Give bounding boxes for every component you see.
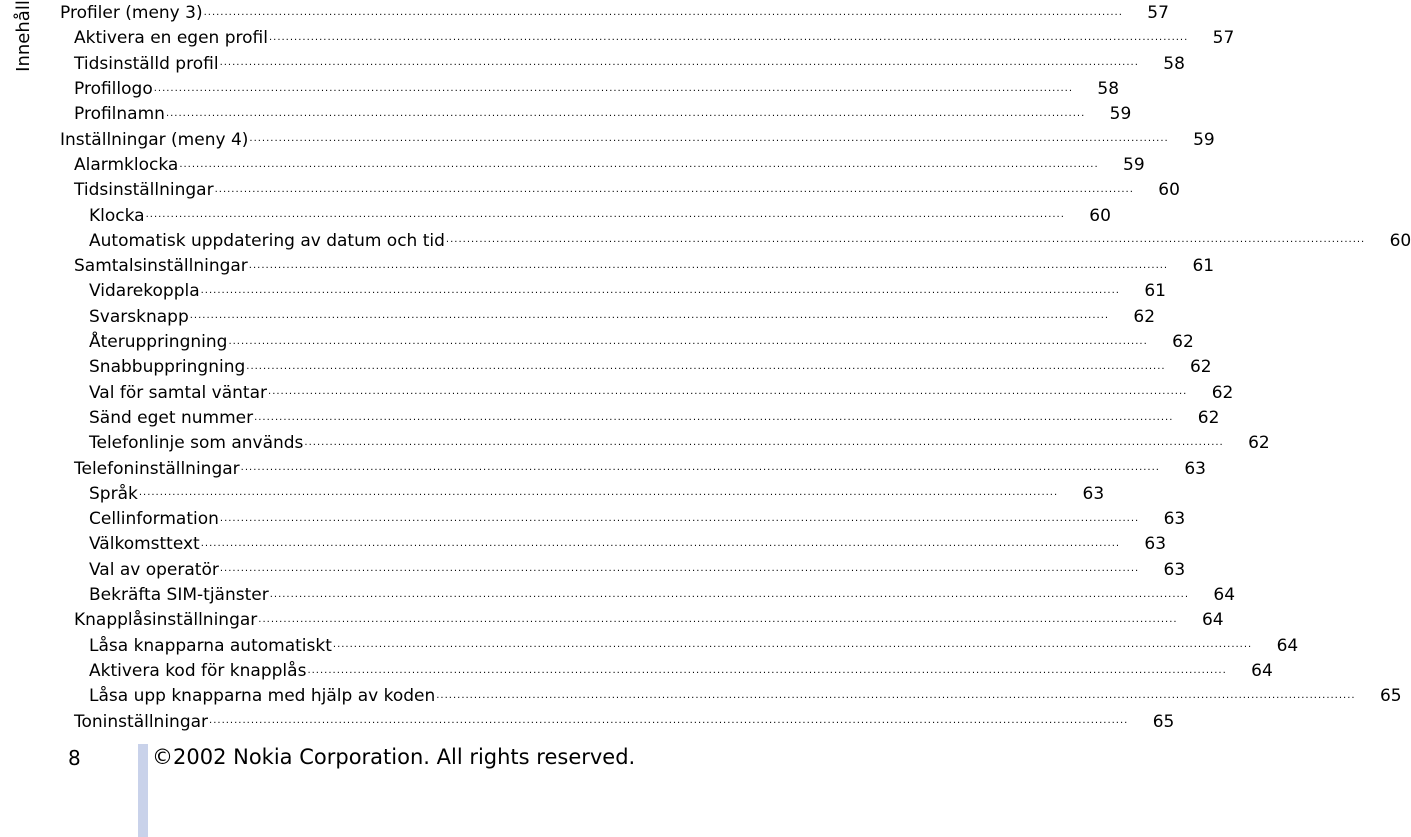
toc-entry-title: Låsa upp knapparna med hjälp av koden [89,686,436,707]
toc-entry[interactable] [60,304,1156,329]
toc-dot-leader: ............................................................................................................................................................................................................................ [268,32,1189,44]
toc-entry-title: Vidarekoppla [89,281,200,302]
toc-entry-page-number: 63 [1144,534,1167,555]
toc-entry-title: Cellinformation [89,509,219,530]
toc-dot-leader: ............................................................................................................................................................................................................................ [138,487,1059,499]
toc-entry[interactable] [60,557,1186,582]
toc-entry-page-number: 65 [1152,711,1175,732]
toc-dot-leader: ............................................................................................................................................................................................................................ [254,411,1174,423]
toc-entry-title: Val av operatör [89,559,219,580]
toc-entry-title: Snabbuppringning [89,357,246,378]
toc-entry-page-number: 63 [1163,559,1186,580]
toc-entry-page-number: 62 [1172,332,1194,353]
toc-entry[interactable] [60,658,1273,683]
toc-entry[interactable] [60,709,1175,734]
toc-dot-leader: ............................................................................................................................................................................................................................ [258,613,1178,625]
toc-entry-page-number: 64 [1251,660,1273,681]
toc-entry[interactable] [60,405,1220,430]
toc-entry-page-number: 58 [1097,79,1120,100]
toc-entry-title: Sänd eget nummer [89,407,254,428]
toc-entry[interactable] [60,51,1185,76]
footer-accent-bar [138,744,148,837]
toc-entry-page-number: 61 [1192,256,1215,277]
toc-entry[interactable] [60,507,1186,532]
toc-entry[interactable] [60,152,1145,177]
toc-dot-leader: ............................................................................................................................................................................................................................ [145,209,1065,221]
toc-entry-page-number: 64 [1201,610,1224,631]
toc-entry-title: Tidsinställningar [74,180,214,201]
toc-dot-leader: ............................................................................................................................................................................................................................ [203,6,1123,18]
toc-entry-page-number: 62 [1211,382,1234,403]
toc-dot-leader: ............................................................................................................................................................................................................................ [269,588,1190,600]
footer-copyright: ©2002 Nokia Corporation. All rights reserved. [152,745,636,769]
toc-entry[interactable] [60,76,1120,101]
toc-dot-leader: ............................................................................................................................................................................................................................ [228,335,1148,347]
toc-entry-page-number: 57 [1212,28,1235,49]
toc-entry[interactable] [60,608,1224,633]
toc-entry-title: Aktivera en egen profil [74,28,268,49]
toc-entry-page-number: 58 [1163,53,1185,74]
toc-entry-page-number: 62 [1189,357,1212,378]
toc-entry[interactable] [60,329,1194,354]
toc-entry-title: Toninställningar [74,711,209,732]
toc-entry-title: Välkomsttext [89,534,200,555]
toc-entry[interactable] [60,532,1167,557]
toc-dot-leader: ............................................................................................................................................................................................................................ [219,563,1140,575]
toc-entry-page-number: 59 [1109,104,1132,125]
toc-dot-leader: ............................................................................................................................................................................................................................ [219,57,1139,69]
toc-entry[interactable] [60,26,1235,51]
section-side-tab [0,0,50,837]
toc-entry-page-number: 59 [1193,129,1215,150]
toc-entry-title: Profilnamn [74,104,165,125]
toc-entry-title: Samtalsinställningar [74,256,248,277]
toc-entry[interactable] [60,203,1111,228]
toc-entry-page-number: 65 [1379,686,1402,707]
toc-dot-leader: ............................................................................................................................................................................................................................ [200,285,1120,297]
table-of-contents [60,0,1411,740]
toc-entry[interactable] [60,228,1411,253]
toc-entry-title: Svarsknapp [89,306,189,327]
toc-entry-page-number: 64 [1213,585,1236,606]
toc-entry[interactable] [60,127,1215,152]
toc-entry-title: Inställningar (meny 4) [60,129,249,150]
toc-entry-page-number: 59 [1123,154,1145,175]
toc-entry-page-number: 63 [1082,483,1105,504]
toc-entry[interactable] [60,481,1105,506]
toc-entry-page-number: 64 [1276,635,1299,656]
toc-entry[interactable] [60,456,1206,481]
toc-entry[interactable] [60,380,1234,405]
toc-entry-title: Klocka [89,205,145,226]
toc-entry-title: Låsa knapparna automatiskt [89,635,332,656]
toc-dot-leader: ............................................................................................................................................................................................................................ [304,436,1224,448]
toc-entry-page-number: 60 [1158,180,1180,201]
toc-dot-leader: ............................................................................................................................................................................................................................ [189,310,1110,322]
toc-dot-leader: ............................................................................................................................................................................................................................ [445,234,1366,246]
toc-entry[interactable] [60,684,1402,709]
toc-entry-title: Bekräfta SIM-tjänster [89,585,269,606]
toc-dot-leader: ............................................................................................................................................................................................................................ [240,462,1160,474]
toc-dot-leader: ............................................................................................................................................................................................................................ [179,158,1099,170]
toc-entry-page-number: 62 [1133,306,1156,327]
toc-entry-title: Alarmklocka [74,154,179,175]
toc-entry[interactable] [60,582,1236,607]
toc-entry[interactable] [60,102,1132,127]
toc-entry-title: Telefonlinje som används [89,433,304,454]
toc-entry-title: Profiler (meny 3) [60,3,203,24]
toc-dot-leader: ............................................................................................................................................................................................................................ [307,664,1227,676]
toc-entry-title: Telefoninställningar [74,458,240,479]
toc-entry[interactable] [60,178,1180,203]
toc-dot-leader: ............................................................................................................................................................................................................................ [249,133,1169,145]
toc-entry-title: Aktivera kod för knapplås [89,660,307,681]
toc-entry-page-number: 62 [1197,407,1220,428]
toc-entry-title: Knapplåsinställningar [74,610,258,631]
toc-dot-leader: ............................................................................................................................................................................................................................ [332,639,1253,651]
toc-dot-leader: ............................................................................................................................................................................................................................ [165,107,1086,119]
toc-entry-page-number: 62 [1248,433,1270,454]
toc-entry-page-number: 57 [1147,3,1169,24]
toc-entry[interactable] [60,254,1215,279]
toc-entry-page-number: 63 [1184,458,1206,479]
toc-dot-leader: ............................................................................................................................................................................................................................ [153,82,1074,94]
toc-entry-title: Profillogo [74,79,153,100]
toc-entry[interactable] [60,431,1270,456]
toc-dot-leader: ............................................................................................................................................................................................................................ [214,183,1134,195]
toc-entry[interactable] [60,279,1166,304]
toc-entry[interactable] [60,355,1212,380]
toc-dot-leader: ............................................................................................................................................................................................................................ [268,386,1188,398]
toc-entry-page-number: 63 [1163,509,1186,530]
toc-entry-title: Tidsinställd profil [74,53,219,74]
toc-entry[interactable] [60,633,1299,658]
toc-entry-page-number: 61 [1144,281,1166,302]
toc-dot-leader: ............................................................................................................................................................................................................................ [219,512,1140,524]
toc-entry-title: Återuppringning [89,332,228,353]
toc-entry-title: Språk [89,483,138,504]
toc-dot-leader: ............................................................................................................................................................................................................................ [209,715,1129,727]
toc-entry-page-number: 60 [1389,230,1411,251]
toc-dot-leader: ............................................................................................................................................................................................................................ [246,360,1166,372]
toc-entry[interactable] [60,1,1169,26]
toc-entry-title: Automatisk uppdatering av datum och tid [89,230,445,251]
footer-page-number: 8 [68,746,81,770]
section-side-tab-label: Innehåll [13,0,34,72]
toc-entry-title: Val för samtal väntar [89,382,268,403]
toc-dot-leader: ............................................................................................................................................................................................................................ [436,689,1356,701]
toc-dot-leader: ............................................................................................................................................................................................................................ [200,538,1121,550]
toc-dot-leader: ............................................................................................................................................................................................................................ [248,259,1169,271]
toc-entry-page-number: 60 [1089,205,1111,226]
